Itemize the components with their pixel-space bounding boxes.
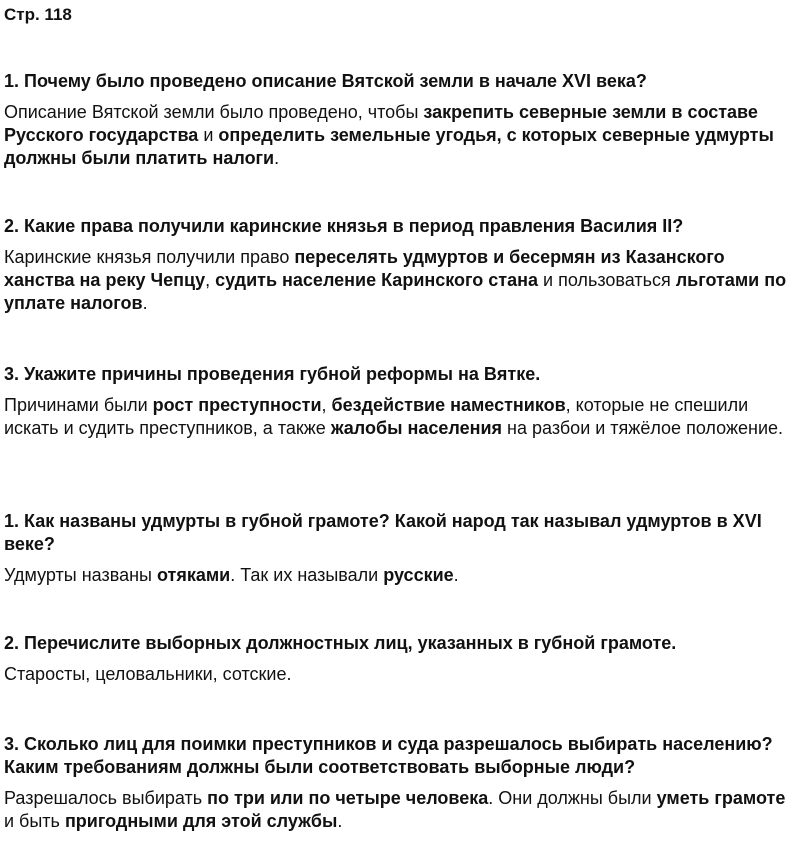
answer-fragment: Разрешалось выбирать — [4, 788, 208, 808]
answer-text — [4, 394, 800, 440]
answer-fragment: и пользоваться — [538, 270, 676, 290]
answer-fragment: , — [205, 270, 216, 290]
answer-fragment: Каринские князья получили право — [4, 247, 295, 267]
page-number: Стр. 118 — [4, 5, 72, 24]
answer-fragment: . Так их называли — [230, 565, 384, 585]
qa-item-2 — [4, 215, 800, 315]
qa-item-1 — [4, 70, 800, 170]
answer-fragment: и — [198, 125, 219, 145]
answer-fragment: . — [142, 293, 148, 313]
answer-fragment: Описание Вятской земли было проведено, чтобы — [4, 102, 424, 122]
answer-highlight: бездействие наместников — [331, 395, 566, 415]
answer-fragment: . — [337, 811, 343, 831]
answer-highlight: отяками — [156, 565, 231, 585]
answer-highlight: закрепить северные земли в составе Русского государства — [4, 102, 758, 145]
answer-highlight: переселять удмуртов и бесермян из Казанского ханства на реку Чепцу — [4, 247, 725, 290]
question-text: 3. Укажите причины проведения губной реформы на Вятке. — [4, 364, 541, 384]
answer-fragment: и быть — [4, 811, 65, 831]
qa-item-4 — [4, 510, 800, 587]
answer-fragment: на разбои и тяжёлое положение. — [502, 418, 784, 438]
answer-text — [4, 663, 800, 686]
answer-highlight: жалобы населения — [330, 418, 503, 438]
qa-item-6 — [4, 733, 800, 833]
answer-fragment: . — [274, 148, 280, 168]
answer-text — [4, 787, 800, 833]
answer-fragment: , — [321, 395, 332, 415]
answer-fragment: . — [453, 565, 459, 585]
answer-highlight: судить население Каринского стана — [215, 270, 539, 290]
answer-text — [4, 564, 800, 587]
answer-fragment: . Они должны были — [488, 788, 657, 808]
answer-highlight: льготами по уплате налогов — [4, 270, 787, 313]
question-text: 1. Почему было проведено описание Вятской земли в начале XVI века? — [4, 71, 647, 91]
answer-highlight: определить земельные угодья, с которых северные удмурты должны были платить налоги — [4, 125, 774, 168]
question-text: 3. Сколько лиц для поимки преступников и суда разрешалось выбирать населению? Каким требованиям должны были соответствовать выборные люди? — [4, 734, 773, 777]
qa-item-3 — [4, 363, 800, 440]
answer-fragment: Причинами были — [4, 395, 153, 415]
question-text: 1. Как названы удмурты в губной грамоте? Какой народ так называл удмуртов в XVI веке? — [4, 511, 762, 554]
answer-text — [4, 246, 800, 315]
answer-text — [4, 101, 800, 170]
question-text: 2. Перечислите выборных должностных лиц, указанных в губной грамоте. — [4, 633, 677, 653]
answer-fragment: Удмурты названы — [4, 565, 157, 585]
answer-highlight: по три или по четыре человека — [207, 788, 489, 808]
answer-highlight: рост преступности — [152, 395, 322, 415]
answer-highlight: русские — [383, 565, 454, 585]
answer-fragment: Старосты, целовальники, сотские. — [4, 664, 292, 684]
answer-highlight: пригодными для этой службы — [64, 811, 338, 831]
answer-highlight: уметь грамоте — [656, 788, 786, 808]
question-text: 2. Какие права получили каринские князья в период правления Василия II? — [4, 216, 684, 236]
answer-fragment: , которые не спешили искать и судить преступников, а также — [4, 395, 749, 438]
qa-item-5 — [4, 632, 800, 686]
